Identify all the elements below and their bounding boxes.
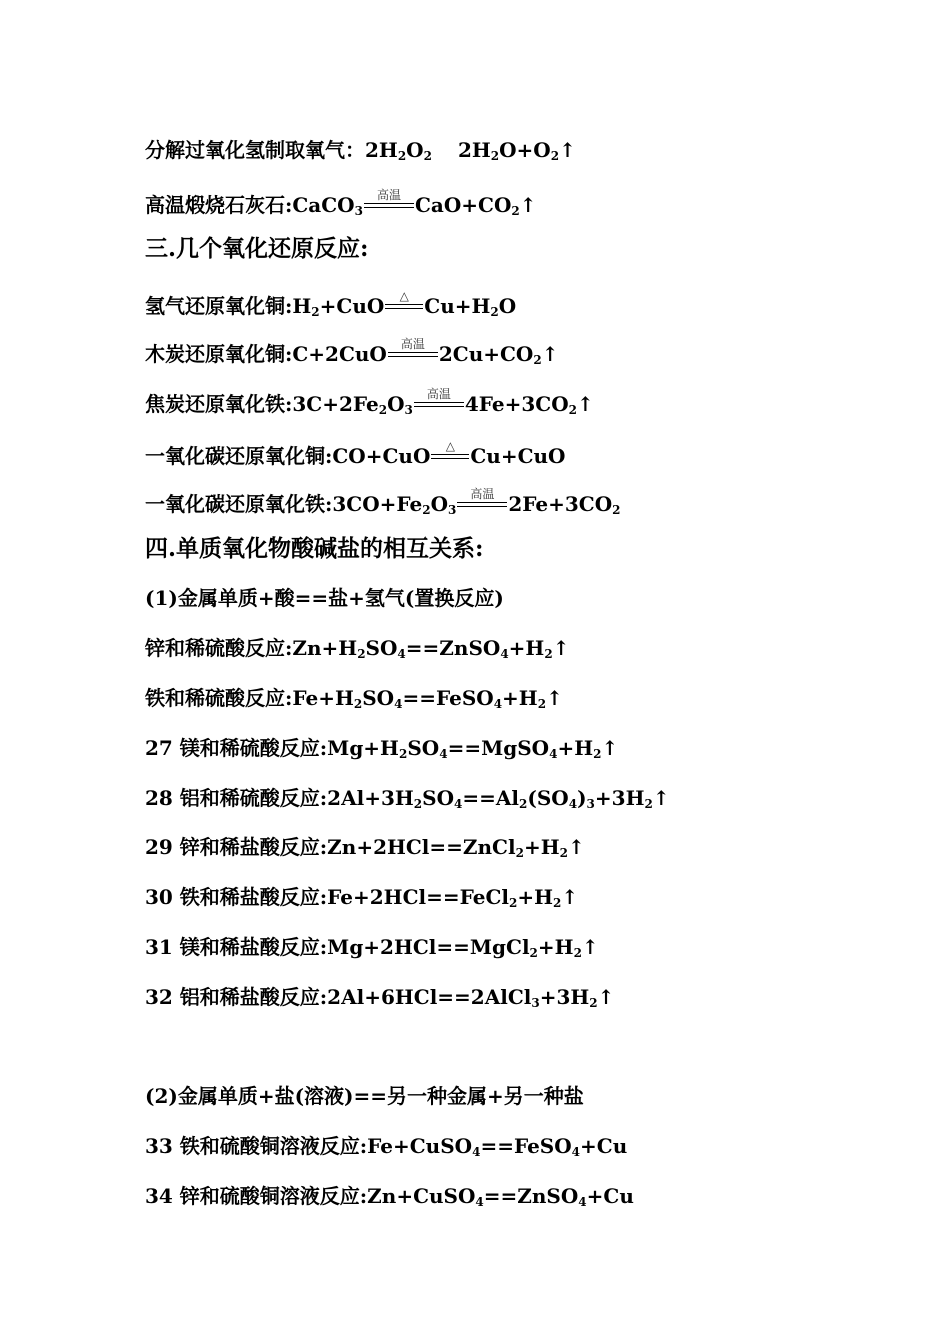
subscript: 4	[549, 747, 558, 761]
subscript: 4	[439, 747, 448, 761]
subscript: 2	[422, 503, 431, 517]
double-line-sign	[364, 203, 414, 208]
reaction-condition-sign	[388, 337, 438, 361]
text-run: ↑	[597, 985, 615, 1009]
equation-line	[145, 585, 504, 611]
double-line-sign	[414, 402, 464, 407]
equation-line	[145, 884, 578, 910]
text-run: 31 镁和稀盐酸反应:Mg+2HCl==MgCl	[145, 935, 530, 959]
subscript: 2	[644, 797, 653, 811]
text-run: 2Fe+3CO	[508, 492, 613, 516]
text-run: SO	[362, 686, 395, 710]
double-line-sign	[431, 454, 469, 459]
equation-line	[145, 137, 576, 163]
text-run: +CuO	[319, 294, 385, 318]
equation-line	[145, 487, 621, 517]
subscript: 2	[397, 149, 407, 163]
subscript: 4	[500, 647, 509, 661]
subscript: 2	[413, 797, 423, 811]
subscript: 4	[568, 797, 578, 811]
text-run: 2H	[365, 138, 398, 162]
text-run: 4Fe+3CO	[464, 392, 569, 416]
subscript: 3	[448, 503, 457, 517]
reaction-condition-sign	[385, 289, 423, 313]
subscript: 3	[404, 403, 413, 417]
text-run: O	[387, 392, 405, 416]
text-run: SO	[407, 736, 440, 760]
text-run: 铁和稀硫酸反应:Fe+H	[145, 686, 354, 710]
equation-line	[145, 337, 559, 367]
subscript: 4	[394, 697, 403, 711]
text-run: ==ZnSO	[483, 1184, 579, 1208]
subscript: 2	[515, 846, 524, 860]
text-run: 氢气还原氧化铜:H	[145, 294, 312, 318]
subscript: 3	[354, 204, 363, 218]
reaction-condition-sign	[457, 487, 507, 511]
equation-line	[145, 735, 618, 761]
equation-line	[145, 188, 537, 218]
double-line-sign	[385, 304, 423, 309]
subscript: 2	[423, 149, 432, 163]
condition-label: 高温	[470, 487, 495, 501]
text-run: ==FeSO	[480, 1134, 572, 1158]
subscript: 2	[573, 946, 582, 960]
subscript: 2	[357, 647, 366, 661]
text-run: ↑	[652, 786, 670, 810]
text-run: ==MgSO	[447, 736, 550, 760]
subscript: 2	[490, 149, 500, 163]
text-run: CaO+CO	[414, 193, 512, 217]
reaction-condition-sign	[431, 439, 469, 463]
text-run: +H	[523, 835, 560, 859]
subscript: 3	[586, 797, 595, 811]
subscript: 2	[511, 204, 520, 218]
text-run: +H	[508, 636, 545, 660]
text-run: 焦炭还原氧化铁:3C+2Fe	[145, 392, 379, 416]
text-run: 分解过氧化氢制取氧气：	[145, 138, 365, 162]
subscript: 2	[508, 896, 518, 910]
text-run: ↑	[601, 736, 619, 760]
text-run: 2H	[457, 138, 491, 162]
text-run: 2Cu+CO	[438, 342, 534, 366]
equation-line	[145, 439, 566, 469]
text-run: (2)金属单质+盐(溶液)==另一种金属+另一种盐	[145, 1084, 584, 1108]
text-run: +Cu	[580, 1134, 628, 1158]
text-run: O	[498, 294, 517, 318]
section-heading	[145, 236, 369, 262]
double-line-sign	[388, 352, 438, 357]
subscript: 2	[559, 846, 568, 860]
text-run: ↑	[577, 392, 594, 416]
equation-line	[145, 785, 670, 811]
subscript: 2	[311, 305, 320, 319]
text-run: 30 铁和稀盐酸反应:Fe+2HCl==FeCl	[145, 885, 509, 909]
text-run: ==ZnSO	[405, 636, 501, 660]
subscript: 2	[568, 403, 577, 417]
subscript: 2	[533, 353, 542, 367]
subscript: 2	[353, 697, 363, 711]
subscript: 4	[472, 1145, 481, 1159]
subscript: 2	[529, 946, 538, 960]
text-run: ==FeSO	[402, 686, 494, 710]
text-run: 27 镁和稀硫酸反应:Mg+H	[145, 736, 399, 760]
subscript: 2	[593, 747, 602, 761]
subscript: 2	[490, 305, 499, 319]
subscript: 4	[397, 647, 406, 661]
section-heading	[145, 536, 484, 562]
subscript: 2	[544, 647, 553, 661]
equation-line	[145, 289, 517, 319]
equation-line	[145, 635, 569, 661]
condition-label: 高温	[376, 188, 401, 202]
text-run: ↑	[561, 885, 579, 909]
subscript: 2	[537, 697, 547, 711]
subscript: 2	[550, 149, 560, 163]
text-run: O	[406, 138, 424, 162]
text-run: 32 铝和稀盐酸反应:2Al+6HCl==2AlCl	[145, 985, 532, 1009]
equation-line	[145, 834, 585, 860]
subscript: 2	[612, 503, 621, 517]
text-run: +H	[502, 686, 538, 710]
text-run: O+O	[499, 138, 551, 162]
text-run: 三.几个氧化还原反应:	[145, 235, 369, 262]
text-run: 一氧化碳还原氧化铁:3CO+Fe	[145, 492, 423, 516]
equation-line	[145, 1133, 627, 1159]
text-run: (SO	[527, 786, 569, 810]
text-run: ↑	[559, 138, 576, 162]
equation-line	[145, 1183, 634, 1209]
subscript: 4	[578, 1195, 587, 1209]
subscript: 4	[493, 697, 503, 711]
text-run: ↑	[546, 686, 563, 710]
text-run: 高温煅烧石灰石:CaCO	[145, 193, 355, 217]
text-run: O	[430, 492, 449, 516]
text-run: 锌和稀硫酸反应:Zn+H	[145, 636, 358, 660]
equation-line	[145, 934, 599, 960]
subscript: 4	[454, 797, 463, 811]
subscript: 4	[475, 1195, 484, 1209]
equation-line	[145, 387, 594, 417]
text-run: 一氧化碳还原氧化铜:CO+CuO	[145, 444, 431, 468]
condition-label: 高温	[426, 387, 451, 401]
text-run: 33 铁和硫酸铜溶液反应:Fe+CuSO	[145, 1134, 473, 1158]
reaction-condition-sign	[364, 188, 414, 212]
text-run: SO	[422, 786, 455, 810]
text-run: 木炭还原氧化铜:C+2CuO	[145, 342, 387, 366]
subscript: 4	[571, 1145, 581, 1159]
text-run: ↑	[552, 636, 570, 660]
text-run: ↑	[541, 342, 559, 366]
equation-line	[145, 1083, 584, 1109]
text-run: 四.单质氧化物酸碱盐的相互关系:	[145, 535, 484, 562]
text-run: +H	[557, 736, 594, 760]
subscript: 2	[519, 797, 528, 811]
subscript: 2	[398, 747, 408, 761]
subscript: 3	[531, 996, 540, 1010]
subscript: 2	[589, 996, 598, 1010]
subscript: 2	[552, 896, 562, 910]
text-run: ↑	[567, 835, 585, 859]
text-run: 28 铝和稀硫酸反应:2Al+3H	[145, 786, 414, 810]
text-run: Cu+H	[424, 294, 491, 318]
condition-label: 高温	[400, 337, 425, 351]
text-run: 34 锌和硫酸铜溶液反应:Zn+CuSO	[145, 1184, 476, 1208]
text-run: Cu+CuO	[470, 444, 566, 468]
text-run: ↑	[581, 935, 599, 959]
text-run: +H	[537, 935, 574, 959]
subscript: 2	[378, 403, 388, 417]
text-run: +3H	[539, 985, 590, 1009]
double-line-sign	[457, 502, 507, 507]
equation-line	[145, 685, 563, 711]
condition-label: △	[445, 439, 455, 453]
text-run: ==Al	[462, 786, 520, 810]
text-run: SO	[365, 636, 398, 660]
equation-line	[145, 984, 614, 1010]
text-run: (1)金属单质+酸==盐+氢气(置换反应)	[145, 586, 504, 610]
text-run: 29 锌和稀盐酸反应:Zn+2HCl==ZnCl	[145, 835, 516, 859]
reaction-condition-sign	[414, 387, 464, 411]
text-run: +3H	[594, 786, 645, 810]
text-run: +H	[517, 885, 553, 909]
text-run: +Cu	[586, 1184, 634, 1208]
text-run: )	[577, 786, 587, 810]
text-run: ↑	[519, 193, 537, 217]
condition-label: △	[399, 289, 409, 303]
